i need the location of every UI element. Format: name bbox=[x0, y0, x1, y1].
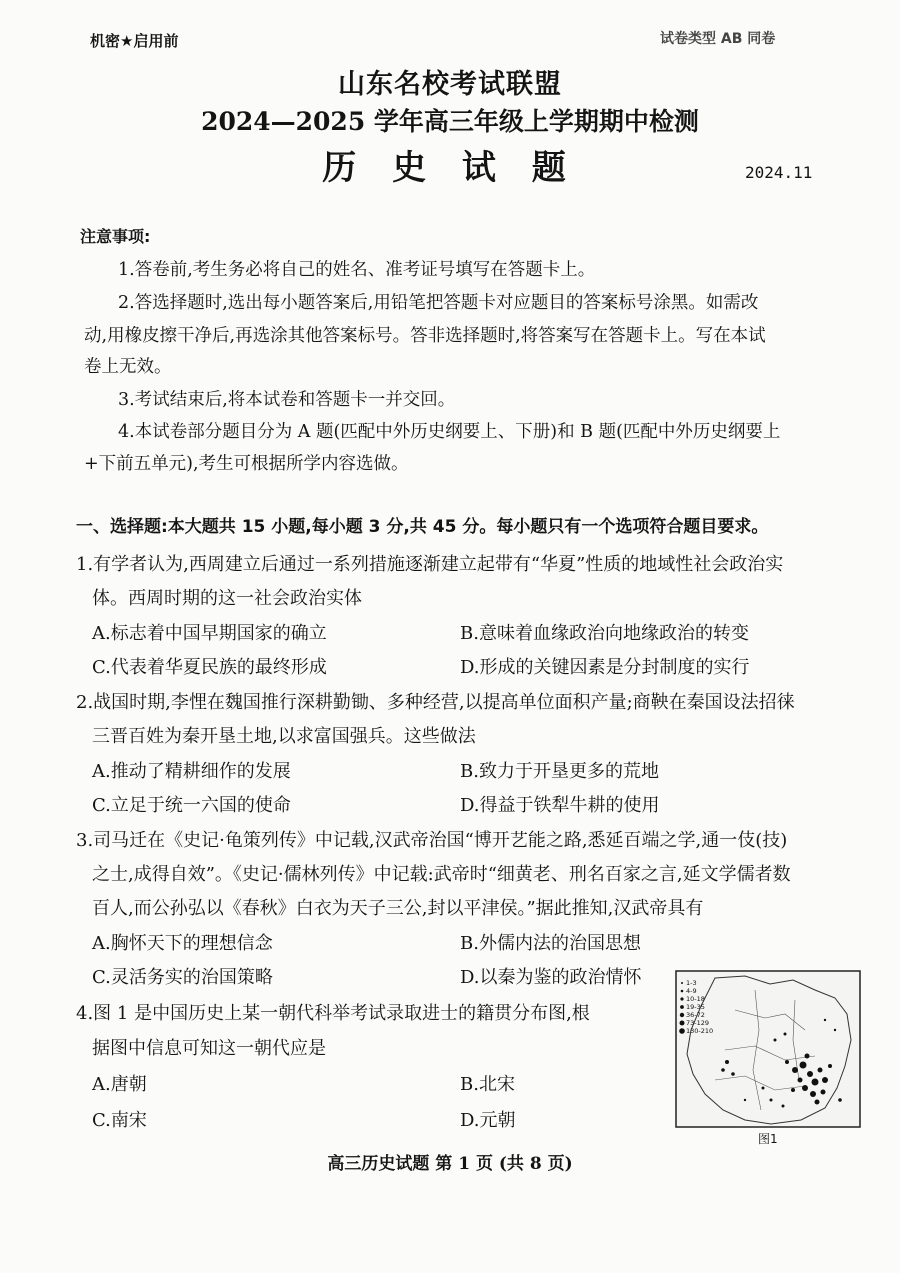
question-3-line: 之士,成得自效”。《史记·儒林列传》中记载:武帝时“细黄老、刑名百家之言,延文学儒者数 bbox=[92, 864, 791, 885]
subject-title: 历 史 试 题 bbox=[322, 148, 578, 188]
notice-heading: 注意事项: bbox=[80, 227, 151, 246]
question-3-line: 3.司马迁在《史记·龟策列传》中记载,汉武帝治国“博开艺能之路,悉延百端之学,通一伎(技) bbox=[76, 830, 788, 851]
question-3-line: 百人,而公孙弘以《春秋》白衣为天子三公,封以平津侯。”据此推知,汉武帝具有 bbox=[92, 898, 704, 919]
question-2-option-a: A.推动了精耕细作的发展 bbox=[92, 761, 291, 782]
question-1-option-c: C.代表着华夏民族的最终形成 bbox=[92, 657, 327, 678]
section-heading: 一、选择题:本大题共 15 小题,每小题 3 分,共 45 分。每小题只有一个选项符合题目要求。 bbox=[76, 517, 769, 537]
question-4-option-c: C.南宋 bbox=[92, 1110, 147, 1131]
notice-line: 2.答选择题时,选出每小题答案后,用铅笔把答题卡对应题目的答案标号涂黑。如需改 bbox=[118, 293, 759, 313]
map-legend-label: 1-3 bbox=[686, 979, 697, 987]
figure-caption: 图1 bbox=[758, 1132, 778, 1146]
notice-line: +下前五单元),考生可根据所学内容选做。 bbox=[84, 454, 409, 474]
jinshi-distribution-map bbox=[675, 970, 861, 1128]
exam-title: 2024—2025 学年高三年级上学期期中检测 bbox=[201, 107, 699, 136]
map-legend-label: 4-9 bbox=[686, 987, 697, 995]
notice-line: 卷上无效。 bbox=[84, 357, 172, 377]
paper-type-label: 试卷类型 AB 同卷 bbox=[660, 31, 776, 47]
question-2-option-c: C.立足于统一六国的使命 bbox=[92, 795, 291, 816]
question-1-option-d: D.形成的关键因素是分封制度的实行 bbox=[460, 657, 750, 678]
notice-line: 动,用橡皮擦干净后,再选涂其他答案标号。答非选择题时,将答案写在答题卡上。写在本试 bbox=[84, 326, 766, 346]
map-legend-label: 36-72 bbox=[686, 1011, 705, 1019]
page-footer: 高三历史试题 第 1 页 (共 8 页) bbox=[327, 1154, 573, 1174]
exam-date: 2024.11 bbox=[745, 163, 813, 182]
question-1-line: 体。西周时期的这一社会政治实体 bbox=[92, 588, 362, 609]
question-2-option-d: D.得益于铁犁牛耕的使用 bbox=[460, 795, 660, 816]
map-legend-label: 19-35 bbox=[686, 1003, 705, 1011]
question-1-line: 1.有学者认为,西周建立后通过一系列措施逐渐建立起带有“华夏”性质的地域性社会政治实 bbox=[76, 554, 784, 575]
notice-line: 1.答卷前,考生务必将自己的姓名、准考证号填写在答题卡上。 bbox=[118, 260, 596, 280]
question-4-option-b: B.北宋 bbox=[460, 1074, 515, 1095]
question-2-line: 2.战国时期,李悝在魏国推行深耕勤锄、多种经营,以提高单位面积产量;商鞅在秦国设法招徕 bbox=[76, 692, 795, 713]
notice-line: 3.考试结束后,将本试卷和答题卡一并交回。 bbox=[118, 390, 456, 410]
question-3-option-b: B.外儒内法的治国思想 bbox=[460, 933, 641, 954]
map-legend-label: 130-210 bbox=[686, 1027, 714, 1035]
org-title: 山东名校考试联盟 bbox=[338, 69, 562, 100]
question-4-line: 据图中信息可知这一朝代应是 bbox=[92, 1038, 326, 1059]
map-legend-label: 10-18 bbox=[686, 995, 705, 1003]
question-1-option-a: A.标志着中国早期国家的确立 bbox=[92, 623, 327, 644]
map-legend-label: 73-129 bbox=[686, 1019, 710, 1027]
question-3-option-d: D.以秦为鉴的政治情怀 bbox=[460, 967, 642, 988]
confidential-label: 机密★启用前 bbox=[90, 32, 179, 50]
question-1-option-b: B.意味着血缘政治向地缘政治的转变 bbox=[460, 623, 749, 644]
question-3-option-a: A.胸怀天下的理想信念 bbox=[92, 933, 273, 954]
question-3-option-c: C.灵活务实的治国策略 bbox=[92, 967, 273, 988]
question-2-option-b: B.致力于开垦更多的荒地 bbox=[460, 761, 659, 782]
notice-line: 4.本试卷部分题目分为 A 题(匹配中外历史纲要上、下册)和 B 题(匹配中外历史纲要上 bbox=[118, 422, 781, 442]
question-4-option-a: A.唐朝 bbox=[92, 1074, 147, 1095]
question-2-line: 三晋百姓为秦开垦土地,以求富国强兵。这些做法 bbox=[92, 726, 476, 747]
question-4-line: 4.图 1 是中国历史上某一朝代科举考试录取进士的籍贯分布图,根 bbox=[76, 1003, 590, 1024]
question-4-option-d: D.元朝 bbox=[460, 1110, 516, 1131]
